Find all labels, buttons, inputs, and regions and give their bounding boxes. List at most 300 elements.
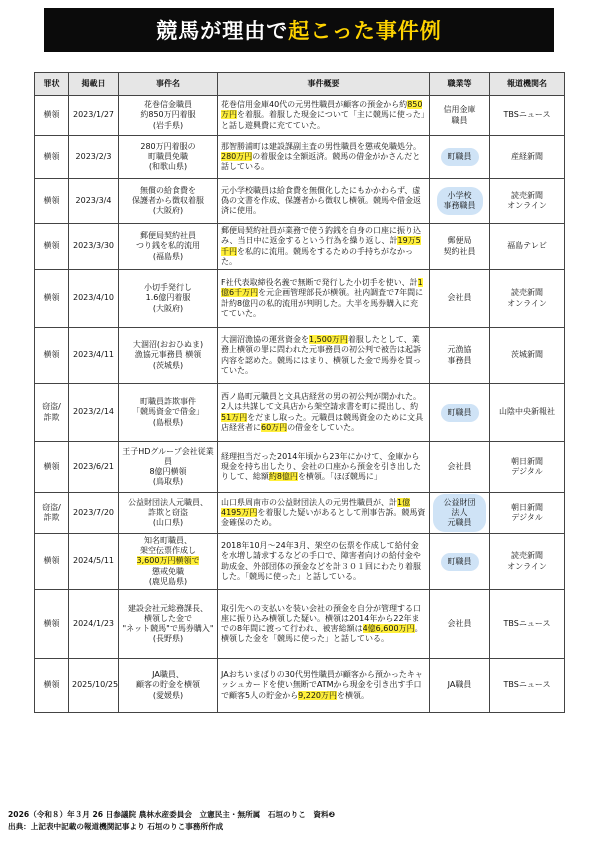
table-row	[35, 534, 565, 590]
cell-text: 事務員	[447, 355, 472, 365]
highlighted-amount: 4億6,600万円	[362, 624, 415, 633]
cell-text: つり銭を私的流用	[136, 241, 200, 251]
cell-text: 公益財団法人	[443, 498, 476, 517]
occupation-cell	[430, 270, 490, 328]
cell-line	[38, 350, 65, 360]
cell-line	[38, 196, 65, 206]
cell-line	[493, 619, 561, 629]
cell-text: 郵便局契約社員	[140, 231, 196, 241]
header-occupation: 職業等	[430, 73, 490, 96]
highlighted-amount: 19万5千円	[221, 236, 421, 256]
media-cell	[490, 136, 565, 179]
cell-line	[493, 191, 561, 201]
cell-text: 契約社員	[443, 246, 476, 256]
media-cell	[490, 96, 565, 136]
cell-line	[38, 680, 65, 690]
cell-text: 元職員	[447, 518, 472, 527]
highlighted-amount: 9,220万円	[298, 690, 337, 700]
case-name-cell	[119, 442, 218, 493]
cell-text: 280万円着服の	[140, 141, 196, 151]
cell-text: 産経新聞	[511, 151, 543, 161]
cell-text: デジタル	[511, 467, 543, 476]
cell-text: 茨城新聞	[511, 350, 543, 360]
cell-line	[38, 241, 65, 251]
summary-text: 西ノ島町元職員と文具店経営の男の初公判が開かれた。2人は共謀して文具店から架空請求書を町に提出し、約	[221, 392, 421, 412]
date-cell: 2023/2/14	[69, 384, 119, 442]
summary-text: 大涸沼漁協の運営資金を	[221, 335, 309, 345]
case-name-cell	[119, 493, 218, 534]
case-name-cell	[119, 384, 218, 442]
cell-text: 横領	[43, 350, 60, 360]
cell-text: 横領	[43, 680, 60, 690]
occupation-cell	[430, 179, 490, 224]
cell-line	[122, 691, 214, 701]
summary-text: 元小学校職員は給食費を無償化したにもかかわらず、虚偽の文書を作成、保護者から徴収し横領。競馬や借金返済に使用。	[221, 185, 421, 216]
occupation-pill	[441, 404, 479, 422]
cell-text: 漁協元事務員 横領	[134, 350, 202, 360]
cell-text: 小学校	[447, 191, 472, 200]
cell-text: 町職員	[447, 152, 472, 161]
cell-text: 王子HDグループ会社従業員	[122, 446, 214, 466]
cell-line	[38, 413, 65, 423]
cell-text: 顧客の貯金を横領	[136, 680, 200, 690]
cell-line	[493, 562, 561, 572]
cell-text: (鳥取県)	[152, 477, 184, 487]
table-row	[35, 136, 565, 179]
cell-text: 会社員	[447, 293, 472, 303]
cell-text: 詐欺	[43, 513, 60, 522]
cell-line	[38, 503, 65, 513]
cell-line	[433, 356, 486, 366]
cell-line	[448, 557, 472, 567]
cell-line	[122, 407, 214, 417]
cell-line	[433, 116, 486, 126]
table-row	[35, 224, 565, 270]
table-row	[35, 270, 565, 328]
media-cell	[490, 224, 565, 270]
cell-line	[122, 467, 214, 477]
cell-text: 横領	[43, 241, 60, 251]
cell-text: 横領	[43, 293, 60, 303]
media-cell	[490, 179, 565, 224]
cell-text: 懲戒免職	[152, 566, 184, 576]
cell-text: 読売新聞	[511, 551, 543, 561]
date-cell: 2023/4/10	[69, 270, 119, 328]
cell-text: 窃盗/	[42, 502, 61, 512]
summary-cell	[218, 328, 430, 384]
cell-line	[444, 191, 476, 201]
cell-text: 8億円横領	[149, 467, 187, 476]
table-row	[35, 384, 565, 442]
date-cell: 2023/3/30	[69, 224, 119, 270]
header-crime: 罪状	[35, 73, 69, 96]
cell-line	[122, 634, 214, 644]
cell-line	[38, 110, 65, 120]
cell-line	[122, 498, 214, 508]
cell-text: 読売新聞	[511, 288, 543, 298]
cell-text: 横領	[43, 195, 60, 205]
table-row	[35, 442, 565, 493]
cell-line	[493, 680, 561, 690]
cell-line	[122, 304, 214, 314]
summary-text: 花巻信用金庫40代の元男性職員が顧客の預金から約	[221, 100, 408, 110]
cell-line	[493, 152, 561, 162]
summary-text: の借金をしていた。	[287, 422, 360, 432]
cell-line	[493, 407, 561, 417]
media-cell	[490, 442, 565, 493]
media-cell	[490, 270, 565, 328]
cell-line	[38, 556, 65, 566]
summary-text: を着服。着服した現金について「主に競馬に使った」と話し遊興費に充てていた。	[221, 110, 425, 130]
summary-text: 郵便局契約社員が業務で使う釣銭を自身の口座に振り込み、当日中に返金するという行為を繰り返し、計	[221, 226, 421, 246]
cell-line	[493, 288, 561, 298]
cell-line	[433, 236, 486, 246]
cell-text: JA職員、	[152, 670, 184, 680]
date-cell: 2023/4/11	[69, 328, 119, 384]
cell-text: 建設会社元総務課長、	[128, 603, 208, 613]
occupation-cell	[430, 328, 490, 384]
summary-text: をだまし取った。元職員は競馬資金のために文具店経営者に	[221, 412, 424, 432]
cell-text: オンライン	[507, 201, 547, 210]
summary-text: JAおちいまばりの30代男性職員が顧客から預かったキャッシュカードを使い無断でATMから現金を引き出す手口で顧客5人の貯金から	[221, 670, 423, 700]
summary-text: を着服した疑いがあるとして刑事告訴。競馬資金確保のため。	[221, 507, 426, 528]
crime-cell	[35, 328, 69, 384]
crime-cell	[35, 493, 69, 534]
cell-line	[38, 462, 65, 472]
cell-text: TBSニュース	[503, 680, 551, 690]
date-cell: 2023/2/3	[69, 136, 119, 179]
crime-cell	[35, 270, 69, 328]
case-name-cell	[119, 179, 218, 224]
cell-line	[122, 162, 214, 172]
cell-text: JA職員	[447, 680, 472, 690]
cell-line	[122, 604, 214, 614]
summary-text: を横領。「ほぼ競馬に」	[297, 472, 382, 482]
footer-source-line: 2026（令和８）年３月 26 日参議院 農林水産委員会 立憲民主・無所属 石垣のりこ 資料❷	[8, 810, 336, 819]
summary-cell	[218, 493, 430, 534]
cell-text: 町職員詐欺事件	[140, 397, 196, 407]
cell-text: 1.6億円着服	[145, 293, 191, 303]
summary-text: 。横領した金を「競馬に使った」と話している。	[221, 624, 423, 644]
cell-line	[493, 299, 561, 309]
summary-text: 山口県周南市の公益財団法人の元男性職員が、計	[221, 497, 397, 507]
summary-text: を元企画管理部長が横領。社内調査で7年間に計約8億円の私的流用が判明した。大半を馬券購入に充てていた。	[221, 288, 424, 318]
cell-line	[122, 546, 214, 556]
cell-text: 知名町職員、	[144, 535, 192, 545]
cell-line	[38, 402, 65, 412]
case-name-cell	[119, 659, 218, 713]
crime-cell	[35, 384, 69, 442]
cell-text: 町職員	[447, 407, 472, 417]
cell-text: デジタル	[511, 513, 543, 522]
date-cell: 2023/1/27	[69, 96, 119, 136]
cell-text: 山陰中央新報社	[499, 407, 555, 417]
highlighted-amount: 280万円	[221, 151, 253, 161]
cell-text: (岩手県)	[152, 120, 184, 130]
cell-line	[493, 350, 561, 360]
summary-text: F社代表取締役名義で無断で発行した小切手を使い、計	[221, 278, 418, 288]
summary-cell	[218, 96, 430, 136]
summary-cell	[218, 590, 430, 659]
media-cell	[490, 328, 565, 384]
cell-line	[448, 408, 472, 418]
cell-line	[38, 619, 65, 629]
cell-line	[433, 680, 486, 690]
cell-line	[122, 447, 214, 467]
case-name-cell	[119, 534, 218, 590]
cell-text: 読売新聞	[511, 190, 543, 200]
occupation-cell	[430, 659, 490, 713]
crime-cell	[35, 96, 69, 136]
cell-line	[122, 293, 214, 303]
cell-text: (大阪府)	[152, 206, 184, 216]
cell-text: 大涸沼(おおひぬま)	[132, 340, 204, 350]
cell-text: 「競馬資金で借金」	[132, 407, 204, 417]
cell-line	[493, 457, 561, 467]
cell-text: 横領	[43, 110, 60, 120]
cell-text: 花巻信金職員	[144, 100, 192, 110]
occupation-cell	[430, 136, 490, 179]
cell-text: 詐欺と窃盗	[148, 507, 188, 517]
cell-text: オンライン	[507, 561, 547, 571]
cell-text: 詐欺	[43, 412, 60, 422]
cell-line	[433, 345, 486, 355]
case-name-cell	[119, 270, 218, 328]
cell-line	[493, 513, 561, 523]
title-text: 競馬が理由で	[156, 19, 289, 43]
date-cell: 2023/6/21	[69, 442, 119, 493]
cell-text: 町職員免職	[148, 151, 188, 161]
occupation-pill	[433, 494, 486, 532]
cell-line	[122, 418, 214, 428]
cell-line	[493, 110, 561, 120]
cell-line	[433, 105, 486, 115]
footer	[8, 809, 335, 833]
table-row	[35, 590, 565, 659]
summary-text: 経理担当だった2014年頃から23年にかけて、金庫から現金を持ち出したり、会社の口座から預金を引き出したりして、総額	[221, 451, 421, 482]
summary-text: を私的に流用。競馬をするための手持ちがなかった。	[221, 246, 413, 266]
cell-line	[122, 624, 214, 634]
media-cell	[490, 493, 565, 534]
highlighted-amount: 1,500万円	[309, 335, 348, 345]
cell-text: TBSニュース	[503, 618, 551, 628]
occupation-cell	[430, 493, 490, 534]
cell-line	[122, 340, 214, 350]
cell-line	[122, 121, 214, 131]
cell-line	[122, 196, 214, 206]
cell-text: "ネット競馬"で馬券購入"	[122, 624, 214, 633]
cell-text: 職員	[451, 115, 468, 125]
cell-text: 横領	[43, 151, 60, 161]
cell-line	[38, 513, 65, 523]
cell-line	[122, 142, 214, 152]
cell-line	[122, 206, 214, 216]
summary-text: 着服したとして、業務上横領の罪に問われた元事務員の初公判で被告は起訴内容を認めた。競馬にはまり、横領した金で馬券を買っていた。	[221, 335, 421, 375]
occupation-cell	[430, 442, 490, 493]
occupation-pill	[441, 553, 479, 571]
summary-cell	[218, 136, 430, 179]
cell-text: TBSニュース	[503, 110, 551, 120]
case-name-cell	[119, 96, 218, 136]
highlighted-amount: 850万円	[221, 100, 423, 120]
cell-text: 約850万円着服	[140, 110, 196, 120]
crime-cell	[35, 590, 69, 659]
summary-text: 2018年10月～24年3月、架空の伝票を作成して給付金を水増し請求するなどの手口で、障害者向けの給付金や助成金、外部団体の預金などを計３０１回にわたり着服した。「競馬に使った」と話している。	[221, 541, 421, 581]
date-cell: 2023/3/4	[69, 179, 119, 224]
summary-cell	[218, 384, 430, 442]
cell-line	[122, 614, 214, 624]
summary-text: 那智勝浦町は建設課副主査の男性職員を懲戒免職処分。	[221, 141, 421, 151]
cell-text: 朝日新聞	[511, 502, 543, 512]
occupation-cell	[430, 534, 490, 590]
cell-line	[433, 619, 486, 629]
cell-line	[38, 293, 65, 303]
cell-text: 窃盗/	[42, 402, 61, 412]
table-row	[35, 659, 565, 713]
cell-line	[444, 201, 476, 211]
case-name-cell	[119, 136, 218, 179]
title-banner	[44, 8, 554, 52]
summary-text: の着服金は全額返済。競馬の借金がかさんだと話している。	[221, 151, 421, 172]
cell-text: 横領	[43, 556, 60, 566]
cell-line	[122, 577, 214, 587]
highlighted-amount: 1億6千万円	[221, 278, 423, 298]
cell-line	[122, 670, 214, 680]
cell-line	[448, 152, 472, 162]
media-cell	[490, 590, 565, 659]
header-summary: 事件概要	[218, 73, 430, 96]
cell-text: オンライン	[507, 298, 547, 308]
occupation-cell	[430, 224, 490, 270]
media-cell	[490, 659, 565, 713]
cell-line	[493, 467, 561, 477]
summary-cell	[218, 442, 430, 493]
cell-text: 小切手発行し	[144, 283, 192, 293]
cell-text: (島根県)	[152, 417, 184, 427]
cell-text: 信用金庫	[443, 105, 476, 115]
cell-line	[122, 252, 214, 262]
summary-cell	[218, 224, 430, 270]
cell-text: 会社員	[447, 618, 472, 628]
header-date: 掲載日	[69, 73, 119, 96]
crime-cell	[35, 534, 69, 590]
cell-line	[122, 152, 214, 162]
cell-text: 無償の給食費を	[140, 185, 196, 195]
cell-text: 元漁協	[447, 345, 472, 355]
table-row	[35, 96, 565, 136]
table-row	[35, 493, 565, 534]
crime-cell	[35, 442, 69, 493]
cell-text: 会社員	[447, 461, 472, 471]
cell-text: (茨城県)	[152, 360, 184, 370]
occupation-pill	[441, 148, 479, 166]
case-name-cell	[119, 590, 218, 659]
cell-text: 保護者から徴収着服	[132, 195, 204, 205]
date-cell: 2025/10/25	[69, 659, 119, 713]
highlighted-amount: 60万円	[261, 422, 288, 432]
cell-text: (鹿児島県)	[148, 576, 188, 586]
occupation-cell	[430, 96, 490, 136]
cell-line	[433, 247, 486, 257]
header-media: 報道機関名	[490, 73, 565, 96]
summary-cell	[218, 179, 430, 224]
cell-text: (長野県)	[152, 634, 184, 644]
cell-line	[122, 283, 214, 293]
cell-line	[493, 551, 561, 561]
title-highlight: 起こった事件例	[288, 19, 442, 43]
date-cell: 2023/7/20	[69, 493, 119, 534]
summary-cell	[218, 270, 430, 328]
cell-text: 朝日新聞	[511, 456, 543, 466]
crime-cell	[35, 179, 69, 224]
cell-text: 架空伝票作成し	[140, 546, 196, 556]
cell-line	[122, 680, 214, 690]
date-cell: 2024/5/11	[69, 534, 119, 590]
cell-text: 事務職員	[443, 201, 476, 210]
cell-line	[122, 186, 214, 196]
date-cell: 2024/1/23	[69, 590, 119, 659]
table-body	[35, 96, 565, 713]
cell-line	[440, 518, 479, 528]
cell-text: 郵便局	[447, 236, 472, 246]
cell-text: (山口県)	[152, 518, 184, 528]
summary-text: 取引先への支払いを装い会社の預金を自分が管理する口座に振り込み横領した疑い。横領は2014年から22年までの8年間に渡って行われ、被害総額は	[221, 603, 421, 633]
cell-line	[122, 350, 214, 360]
cell-line	[433, 293, 486, 303]
cell-text: 横領した金で	[144, 613, 192, 623]
cell-text: (和歌山県)	[148, 162, 188, 172]
cell-text: 町職員	[447, 556, 472, 566]
crime-cell	[35, 136, 69, 179]
table-row	[35, 328, 565, 384]
cell-line	[122, 241, 214, 251]
cell-line	[122, 518, 214, 528]
summary-cell	[218, 534, 430, 590]
cell-line	[122, 556, 214, 566]
cell-line	[493, 201, 561, 211]
table-header-row	[35, 73, 565, 96]
occupation-pill	[437, 187, 483, 215]
cell-line	[433, 462, 486, 472]
cell-line	[440, 498, 479, 518]
cell-line	[122, 100, 214, 110]
cell-line	[122, 508, 214, 518]
crime-cell	[35, 224, 69, 270]
cell-line	[493, 503, 561, 513]
cell-line	[122, 477, 214, 487]
cell-line	[122, 110, 214, 120]
occupation-cell	[430, 384, 490, 442]
highlighted-amount: 約8億円	[268, 472, 298, 482]
cell-text: (福島県)	[152, 251, 184, 261]
case-table	[34, 72, 565, 713]
cell-text: (大阪府)	[152, 303, 184, 313]
cell-line	[122, 536, 214, 546]
crime-cell	[35, 659, 69, 713]
cell-text: 横領	[43, 618, 60, 628]
cell-text: 横領	[43, 461, 60, 471]
highlighted-amount: 1億4195万円	[221, 497, 411, 517]
media-cell	[490, 384, 565, 442]
footer-credit-line: 出典：上記表中記載の報道機関記事より 石垣のりこ事務所作成	[8, 821, 224, 831]
cell-line	[122, 361, 214, 371]
cell-text: (愛媛県)	[152, 690, 184, 700]
summary-cell	[218, 659, 430, 713]
summary-text: を横領。	[337, 690, 369, 700]
cell-line	[493, 241, 561, 251]
cell-line	[122, 397, 214, 407]
case-name-cell	[119, 328, 218, 384]
